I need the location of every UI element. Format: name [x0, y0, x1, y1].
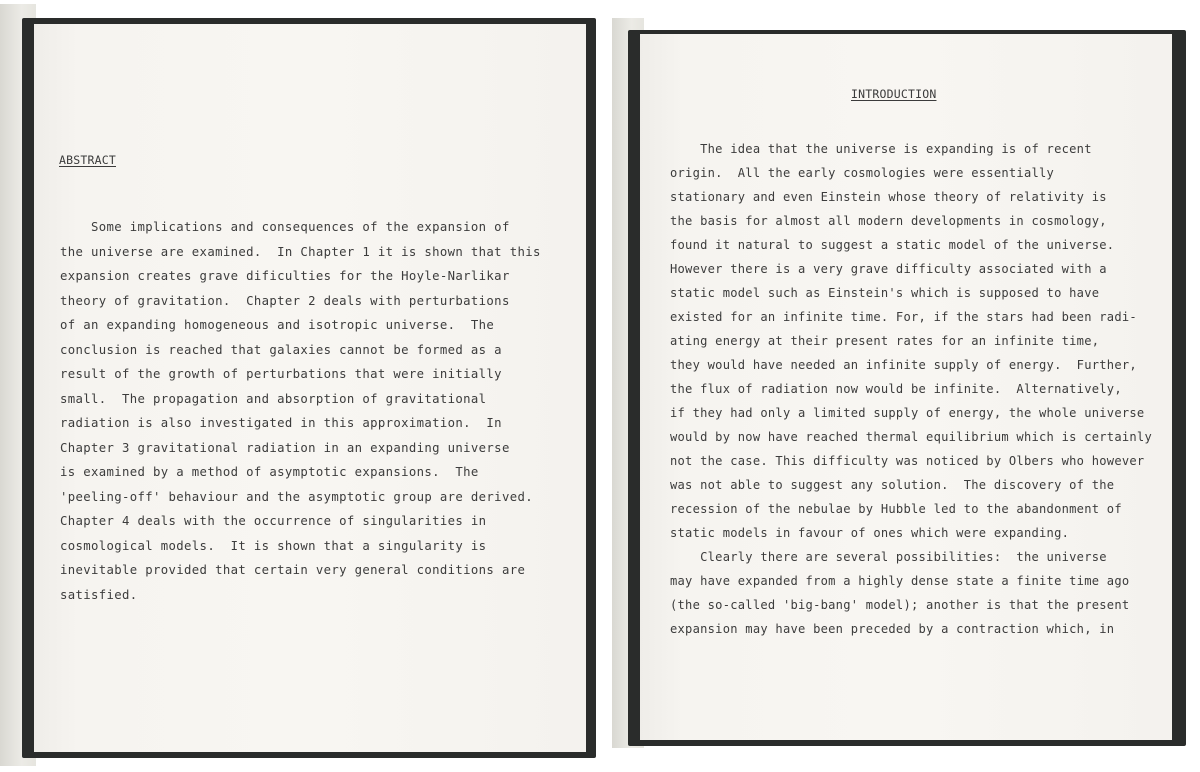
introduction-line: existed for an infinite time. For, if the stars had been radi-: [670, 310, 1137, 324]
abstract-line: Some implications and consequences of the expansion of: [60, 220, 510, 234]
introduction-line: the basis for almost all modern developments in cosmology,: [670, 214, 1107, 228]
introduction-line: if they had only a limited supply of energy, the whole universe: [670, 406, 1145, 420]
introduction-line: found it natural to suggest a static model of the universe.: [670, 238, 1115, 252]
abstract-line: inevitable provided that certain very general conditions are: [60, 563, 526, 577]
introduction-line: the flux of radiation now would be infinite. Alternatively,: [670, 382, 1122, 396]
abstract-line: of an expanding homogeneous and isotropic universe. The: [60, 318, 495, 332]
abstract-line: Chapter 3 gravitational radiation in an expanding universe: [60, 441, 510, 455]
abstract-page: [34, 24, 586, 752]
introduction-line: not the case. This difficulty was noticed by Olbers who however: [670, 454, 1145, 468]
abstract-line: radiation is also investigated in this approximation. In: [60, 416, 502, 430]
introduction-line: ating energy at their present rates for an infinite time,: [670, 334, 1100, 348]
introduction-page: [640, 34, 1172, 740]
abstract-line: conclusion is reached that galaxies cannot be formed as a: [60, 343, 502, 357]
introduction-line: static models in favour of ones which were expanding.: [670, 526, 1070, 540]
abstract-line: expansion creates grave dificulties for the Hoyle-Narlikar: [60, 269, 510, 283]
abstract-line: is examined by a method of asymptotic expansions. The: [60, 465, 479, 479]
introduction-line: stationary and even Einstein whose theory of relativity is: [670, 190, 1107, 204]
introduction-line: expansion may have been preceded by a contraction which, in: [670, 622, 1115, 636]
introduction-line: Clearly there are several possibilities: the universe: [670, 550, 1107, 564]
introduction-line: The idea that the universe is expanding is of recent: [670, 142, 1092, 156]
abstract-line: small. The propagation and absorption of gravitational: [60, 392, 487, 406]
abstract-line: result of the growth of perturbations that were initially: [60, 367, 502, 381]
introduction-line: may have expanded from a highly dense state a finite time ago: [670, 574, 1130, 588]
introduction-line: they would have needed an infinite supply of energy. Further,: [670, 358, 1137, 372]
abstract-line: cosmological models. It is shown that a singularity is: [60, 539, 487, 553]
abstract-line: Chapter 4 deals with the occurrence of singularities in: [60, 514, 487, 528]
introduction-line: static model such as Einstein's which is supposed to have: [670, 286, 1100, 300]
introduction-line: was not able to suggest any solution. The discovery of the: [670, 478, 1115, 492]
abstract-line: 'peeling-off' behaviour and the asymptotic group are derived.: [60, 490, 533, 504]
abstract-line: theory of gravitation. Chapter 2 deals with perturbations: [60, 294, 510, 308]
abstract-line: the universe are examined. In Chapter 1 it is shown that this: [60, 245, 541, 259]
introduction-line: origin. All the early cosmologies were essentially: [670, 166, 1055, 180]
abstract-heading: ABSTRACT: [59, 153, 116, 167]
introduction-heading: INTRODUCTION: [851, 87, 937, 101]
introduction-line: However there is a very grave difficulty associated with a: [670, 262, 1107, 276]
introduction-line: would by now have reached thermal equilibrium which is certainly: [670, 430, 1152, 444]
introduction-line: (the so-called 'big-bang' model); another is that the present: [670, 598, 1130, 612]
abstract-line: satisfied.: [60, 588, 138, 602]
introduction-line: recession of the nebulae by Hubble led to the abandonment of: [670, 502, 1122, 516]
